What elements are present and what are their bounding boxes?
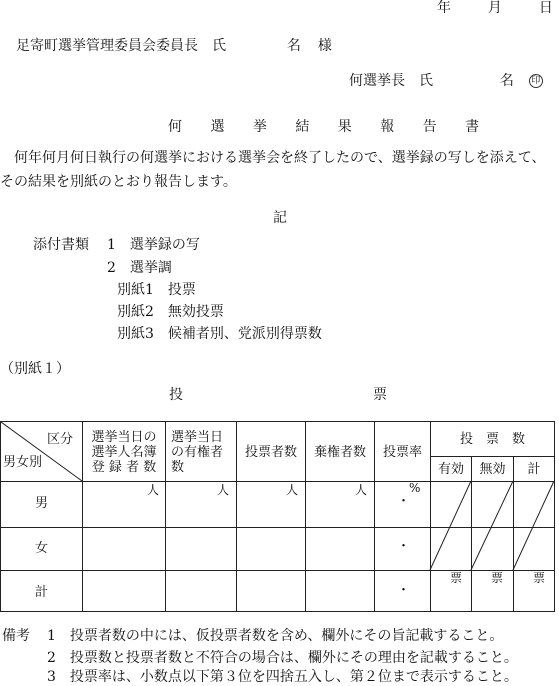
header-valid: 有効 xyxy=(437,462,464,477)
addressee xyxy=(16,38,332,55)
addressee-text: 足寄町選挙管理委員会委員長 氏 xyxy=(16,38,226,54)
body-text xyxy=(0,146,559,194)
header-rate: 投票率 xyxy=(382,445,422,460)
header-registered: 選挙当日の 選挙人名簿 登 録 者 数 xyxy=(91,430,157,475)
attachments-label: 添付書類 xyxy=(33,237,89,253)
date-month: 月 xyxy=(487,0,502,16)
sheet-label: （別紙１） xyxy=(0,361,70,377)
attachment-subitem-3: 別紙3 候補者別、党派別得票数 xyxy=(117,326,322,342)
unit-registered: 人 xyxy=(147,483,160,497)
sender-name: 名 xyxy=(499,73,514,89)
section-title-left: 投 xyxy=(169,387,183,403)
header-danjobetsu: 男女別 xyxy=(3,455,43,470)
voting-table xyxy=(0,421,555,612)
note-item-2: 2 投票数と投票者数と不符合の場合は、欄外にその理由を記載すること。 xyxy=(47,650,518,666)
header-total: 計 xyxy=(527,462,541,477)
row-label-total: 計 xyxy=(34,585,48,600)
document-title: 何 選 挙 結 果 報 告 書 xyxy=(168,119,492,135)
rate-dot-male: ・ xyxy=(397,494,411,509)
row-label-male: 男 xyxy=(34,496,48,511)
row-label-female: 女 xyxy=(34,541,48,556)
unit-vote-total: 票 xyxy=(533,571,546,585)
date-year: 年 xyxy=(437,0,451,16)
header-abstained: 棄権者数 xyxy=(313,445,366,460)
header-kubun: 区分 xyxy=(47,432,74,447)
header-votes: 投 票 数 xyxy=(459,432,525,447)
unit-vote-valid: 票 xyxy=(450,571,463,585)
rate-dot-total: ・ xyxy=(397,583,411,598)
date-day: 日 xyxy=(538,0,553,16)
header-eligible: 選挙当日 の有権者 数 xyxy=(171,430,224,475)
note-item-3: 3 投票率は、小数点以下第３位を四捨五入し、第２位まで表示すること。 xyxy=(47,669,518,685)
unit-vote-invalid: 票 xyxy=(491,571,504,585)
seal-icon: 印 xyxy=(529,74,543,88)
unit-voters: 人 xyxy=(286,483,299,497)
unit-percent: % xyxy=(409,481,421,495)
attachment-item-2: 2 選挙調 xyxy=(107,260,172,276)
body-line-2: その結果を別紙のとおり報告します。 xyxy=(0,174,237,190)
notes-label: 備考 xyxy=(2,628,30,644)
sender-text: 何選挙長 氏 xyxy=(349,73,433,89)
unit-abstained: 人 xyxy=(355,483,368,497)
header-voters: 投票者数 xyxy=(244,445,297,460)
unit-eligible: 人 xyxy=(217,483,230,497)
sender xyxy=(349,73,543,90)
section-title-right: 票 xyxy=(373,387,387,403)
body-line-1: 何年何月何日執行の何選挙における選挙会を終了したので、選挙録の写しを添えて、 xyxy=(14,150,546,166)
addressee-suffix: 様 xyxy=(317,38,332,54)
ki-heading: 記 xyxy=(273,210,287,226)
attachment-subitem-1: 別紙1 投票 xyxy=(117,282,196,298)
attachment-subitem-2: 別紙2 無効投票 xyxy=(117,304,224,320)
date-line xyxy=(437,0,553,17)
header-invalid: 無効 xyxy=(479,462,506,477)
rate-dot-female: ・ xyxy=(397,539,411,554)
note-item-1: 1 投票者数の中には、仮投票者数を含め、欄外にその旨記載すること。 xyxy=(47,628,504,644)
addressee-name: 名 xyxy=(286,38,301,54)
attachment-item-1: 1 選挙録の写 xyxy=(107,237,200,253)
